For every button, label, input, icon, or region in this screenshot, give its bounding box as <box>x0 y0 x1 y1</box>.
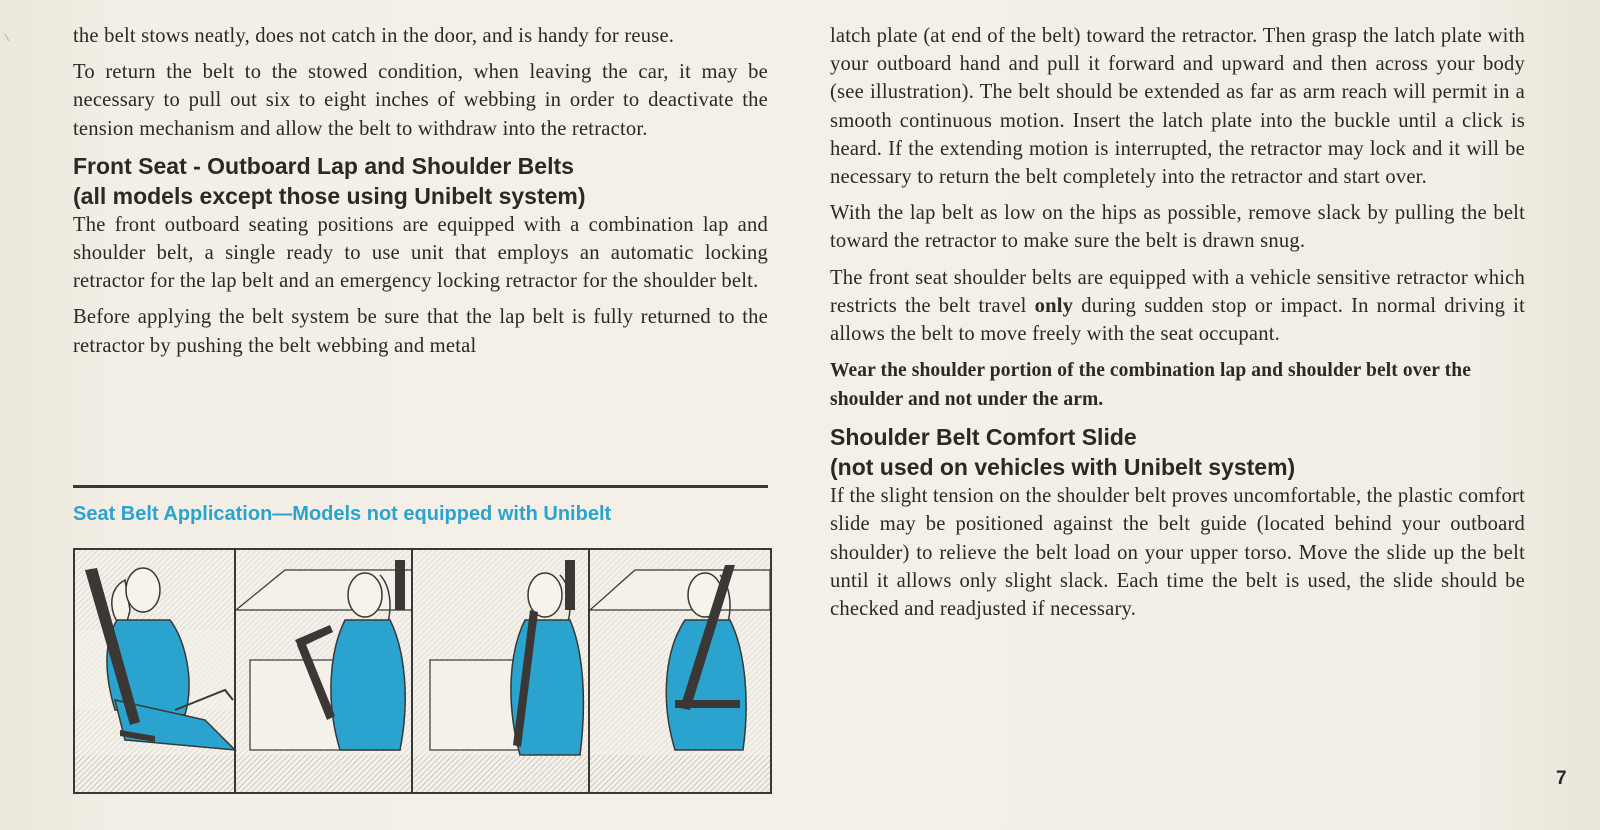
right-column <box>830 22 1525 631</box>
illustration-strip <box>75 550 770 792</box>
right-paragraph-4: If the slight tension on the shoulder belt proves uncomfortable, the plastic comfort slide may be positioned against the belt guide (located behind your outboard shoulder) to relieve the belt load on your upper torso. Move the slide up the belt until it allows only slight slack. Each time the belt is used, the slide should be checked and readjusted if necessary. <box>830 485 1525 621</box>
margin-mark <box>4 31 13 41</box>
para-3-text-before: The front seat shoulder belts are equipped with a vehicle sensitive retractor which restricts the belt travel <box>830 266 1525 317</box>
illustration-panel-3 <box>413 550 589 792</box>
warning-paragraph: Wear the shoulder portion of the combination lap and shoulder belt over the shoulder and not under the arm. <box>830 360 1471 411</box>
section-heading-front-seat <box>73 151 768 211</box>
heading-line-2: (all models except those using Unibelt system) <box>73 182 586 209</box>
illustration-panel-4 <box>590 550 770 792</box>
left-column <box>73 22 768 368</box>
section-heading-comfort-slide <box>830 422 1525 482</box>
right-paragraph-1: latch plate (at end of the belt) toward the retractor. Then grasp the latch plate with your outboard hand and pull it forward and upward and then across your body (see illustration). The belt should be extended as far as arm reach will permit in a smooth continuous motion. Insert the latch plate into the buckle until a click is heard. If the extending motion is interrupted, the retractor may lock and it will be necessary to return the belt completely into the retractor and start over. <box>830 25 1525 189</box>
page-number: 7 <box>1556 768 1567 789</box>
illustration-panel-2 <box>236 550 412 792</box>
left-paragraph-3: The front outboard seating positions are equipped with a combination lap and shoulder belt, a single ready to use unit that employs an automatic locking retractor for the lap belt and an emergency locking retractor for the shoulder belt. <box>73 213 768 293</box>
right-paragraph-2: With the lap belt as low on the hips as possible, remove slack by pulling the belt toward the retractor to make sure the belt is drawn snug. <box>830 202 1525 253</box>
illustration-panel-1 <box>75 550 235 792</box>
para-3-emphasis: only <box>1034 294 1074 317</box>
para-3-text-after: during sudden stop or impact. In normal driving it allows the belt to move freely with the seat occupant. <box>830 294 1525 346</box>
seat-belt-illustration <box>73 548 772 794</box>
left-paragraph-2: To return the belt to the stowed condition, when leaving the car, it may be necessary to pull out six to eight inches of webbing in order to deactivate the tension mechanism and allow the belt to withdraw into the retractor. <box>73 61 768 140</box>
right-paragraph-3 <box>830 264 1525 349</box>
heading-line-1: Front Seat - Outboard Lap and Shoulder Belts <box>73 152 574 179</box>
section-divider <box>73 485 768 488</box>
heading-line-1: Shoulder Belt Comfort Slide <box>830 424 1137 451</box>
heading-line-2: (not used on vehicles with Unibelt system) <box>830 454 1296 481</box>
left-paragraph-4: Before applying the belt system be sure that the lap belt is fully returned to the retractor by pushing the belt webbing and metal <box>73 306 768 357</box>
left-paragraph-1: the belt stows neatly, does not catch in the door, and is handy for reuse. <box>73 25 675 47</box>
figure-caption: Seat Belt Application—Models not equipped with Unibelt <box>73 503 612 525</box>
